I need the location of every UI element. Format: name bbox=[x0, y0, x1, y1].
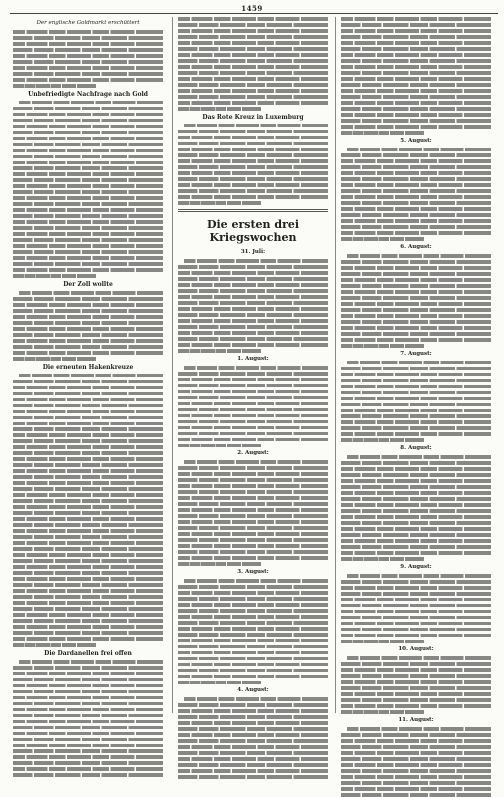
article-body bbox=[178, 697, 328, 779]
article-body bbox=[341, 574, 491, 644]
date-heading: 31. Juli: bbox=[240, 249, 266, 256]
article-body bbox=[178, 124, 328, 206]
section-title: Die ersten drei Kriegswochen bbox=[206, 218, 300, 245]
date-heading: 7. August: bbox=[400, 350, 432, 357]
article-body bbox=[341, 727, 491, 797]
date-heading: 11. August: bbox=[398, 717, 434, 724]
article-body bbox=[13, 660, 163, 778]
article-heading: Der Zoll wollte bbox=[63, 281, 113, 288]
article-body bbox=[178, 17, 328, 111]
article-heading: Das Rote Kreuz in Luxemburg bbox=[202, 113, 304, 121]
date-heading: 6. August: bbox=[400, 244, 432, 251]
column-3 bbox=[341, 17, 491, 724]
column-separator bbox=[335, 17, 336, 713]
article-heading: Der englische Goldmarkt erschüttert bbox=[36, 20, 140, 26]
date-heading: 5. August: bbox=[400, 137, 432, 144]
column-1 bbox=[13, 17, 163, 713]
article-body bbox=[178, 366, 328, 448]
article-heading: Unbefriedigte Nachfrage nach Gold bbox=[28, 90, 148, 98]
article-body bbox=[341, 148, 491, 242]
header-rule bbox=[10, 13, 498, 14]
page-number: 1459 bbox=[241, 4, 263, 13]
article-body bbox=[341, 17, 491, 135]
article-body bbox=[13, 101, 163, 278]
article-body bbox=[178, 259, 328, 353]
date-heading: 1. August: bbox=[237, 355, 269, 362]
date-heading: 9. August: bbox=[400, 563, 432, 570]
column-separator bbox=[172, 17, 173, 713]
article-body bbox=[13, 374, 163, 647]
date-heading: 4. August: bbox=[237, 687, 269, 694]
date-heading: 2. August: bbox=[237, 450, 269, 457]
article-body bbox=[13, 291, 163, 361]
article-body bbox=[341, 361, 491, 443]
column-2 bbox=[178, 17, 328, 713]
article-body bbox=[178, 579, 328, 685]
date-heading: 10. August: bbox=[398, 646, 434, 653]
article-body bbox=[13, 30, 163, 88]
article-body bbox=[178, 460, 328, 566]
section-divider bbox=[178, 209, 328, 212]
article-body bbox=[341, 656, 491, 714]
article-body bbox=[341, 455, 491, 561]
date-heading: 3. August: bbox=[237, 568, 269, 575]
article-body bbox=[341, 254, 491, 348]
article-heading: Die Dardanellen frei offen bbox=[44, 649, 132, 657]
article-heading: Die erneuten Hakenkreuze bbox=[42, 363, 134, 371]
date-heading: 8. August: bbox=[400, 445, 432, 452]
